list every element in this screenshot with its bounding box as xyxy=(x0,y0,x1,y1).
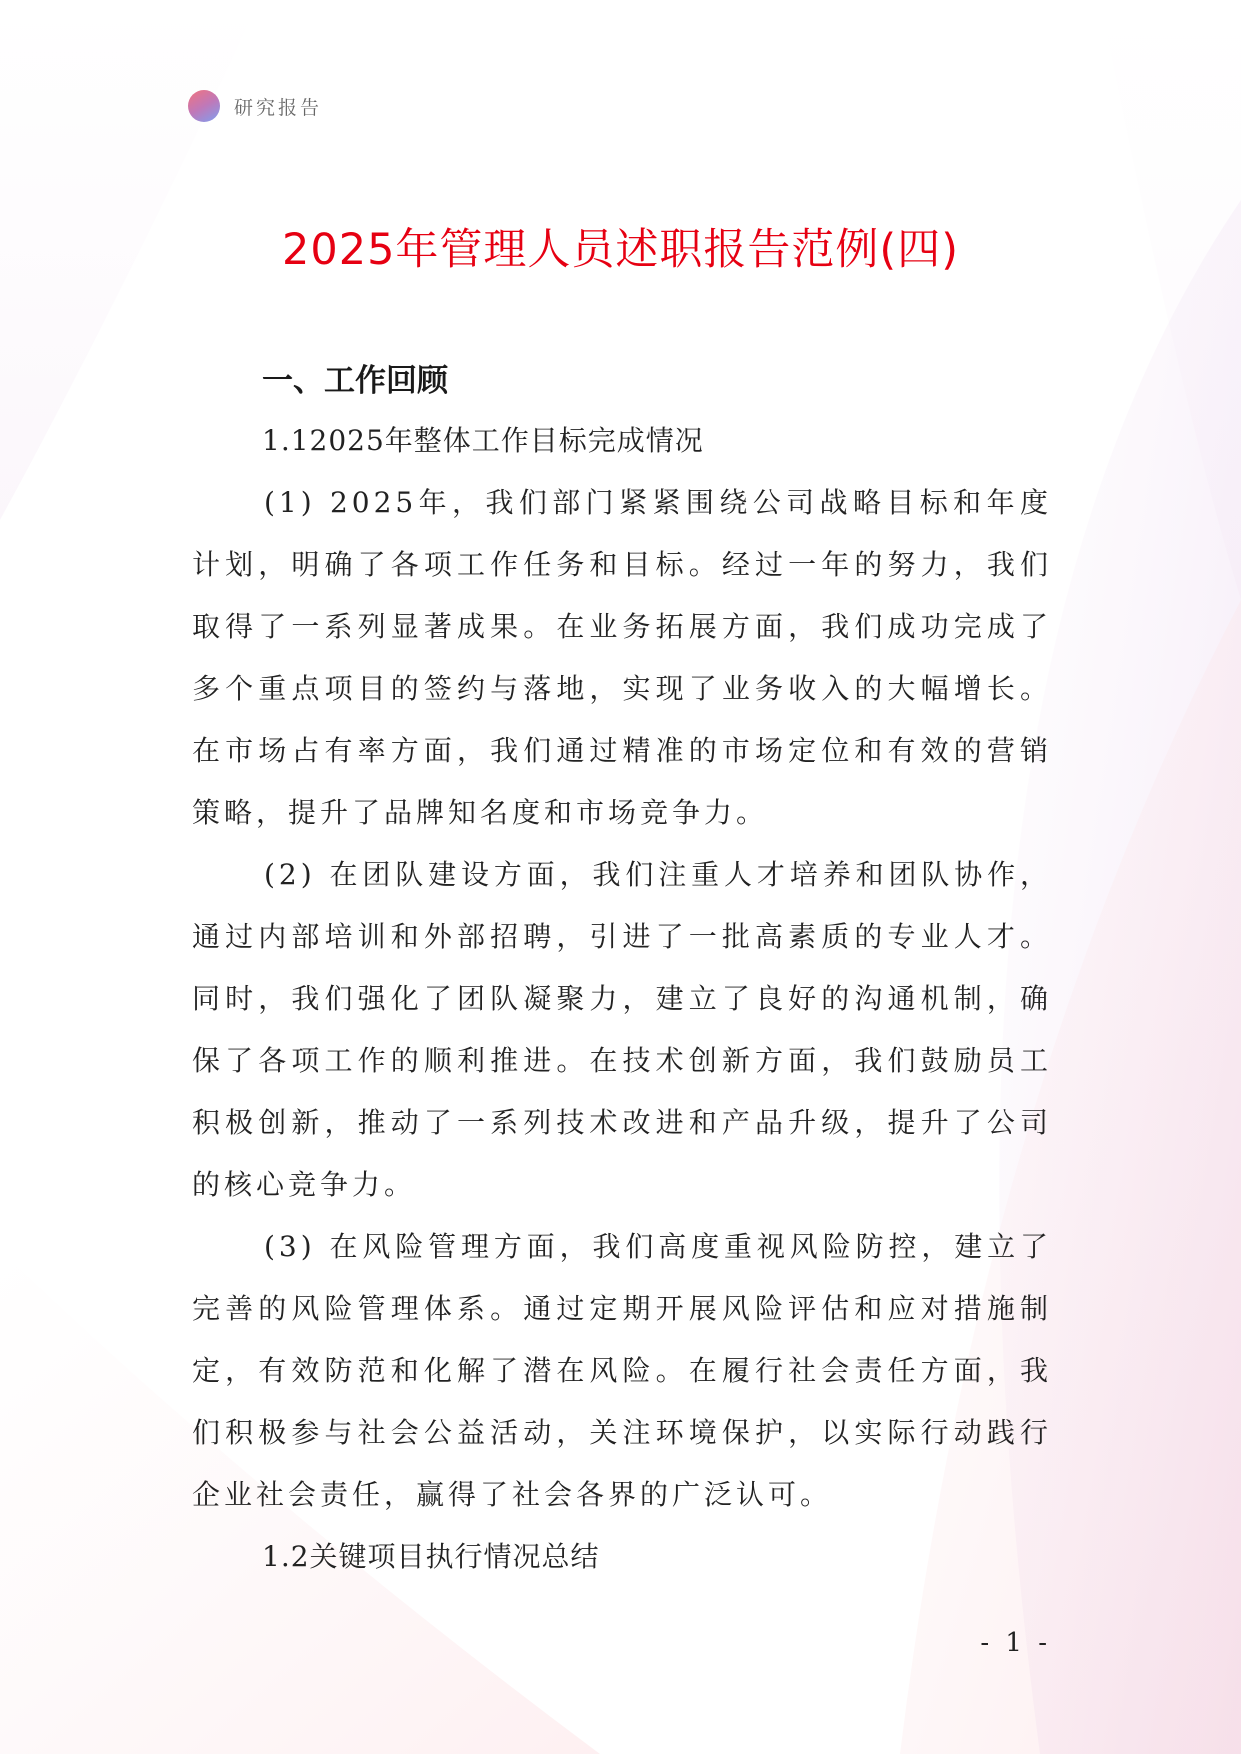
report-header xyxy=(188,88,322,124)
paragraph-2: (2) 在团队建设方面，我们注重人才培养和团队协作，通过内部培训和外部招聘，引进了一批高素质的专业人才。同时，我们强化了团队凝聚力，建立了良好的沟通机制，确保了各项工作的顺利推进。在技术创新方面，我们鼓励员工积极创新，推动了一系列技术改进和产品升级，提升了公司的核心竞争力。 xyxy=(192,858,1052,1201)
paragraph-3: (3) 在风险管理方面，我们高度重视风险防控，建立了完善的风险管理体系。通过定期开展风险评估和应对措施制定，有效防范和化解了潜在风险。在履行社会责任方面，我们积极参与社会公益活动，关注环境保护，以实际行动践行企业社会责任，赢得了社会各界的广泛认可。 xyxy=(192,1230,1052,1511)
gradient-circle-logo-icon xyxy=(188,90,220,122)
document-title: 2025年管理人员述职报告范例(四) xyxy=(282,225,959,275)
document-body xyxy=(192,352,1052,1588)
sub-heading-key-projects: 1.2关键项目执行情况总结 xyxy=(262,1540,600,1573)
paragraph-1: (1) 2025年，我们部门紧紧围绕公司战略目标和年度计划，明确了各项工作任务和目标。经过一年的努力，我们取得了一系列显著成果。在业务拓展方面，我们成功完成了多个重点项目的签约与落地，实现了业务收入的大幅增长。在市场占有率方面，我们通过精准的市场定位和有效的营销策略，提升了品牌知名度和市场竞争力。 xyxy=(192,486,1052,829)
sub-heading-goal-completion: 1.12025年整体工作目标完成情况 xyxy=(262,424,704,457)
section-heading-work-review: 一、工作回顾 xyxy=(262,363,448,399)
page-number: - 1 - xyxy=(980,1628,1051,1658)
header-label: 研究报告 xyxy=(234,96,323,119)
